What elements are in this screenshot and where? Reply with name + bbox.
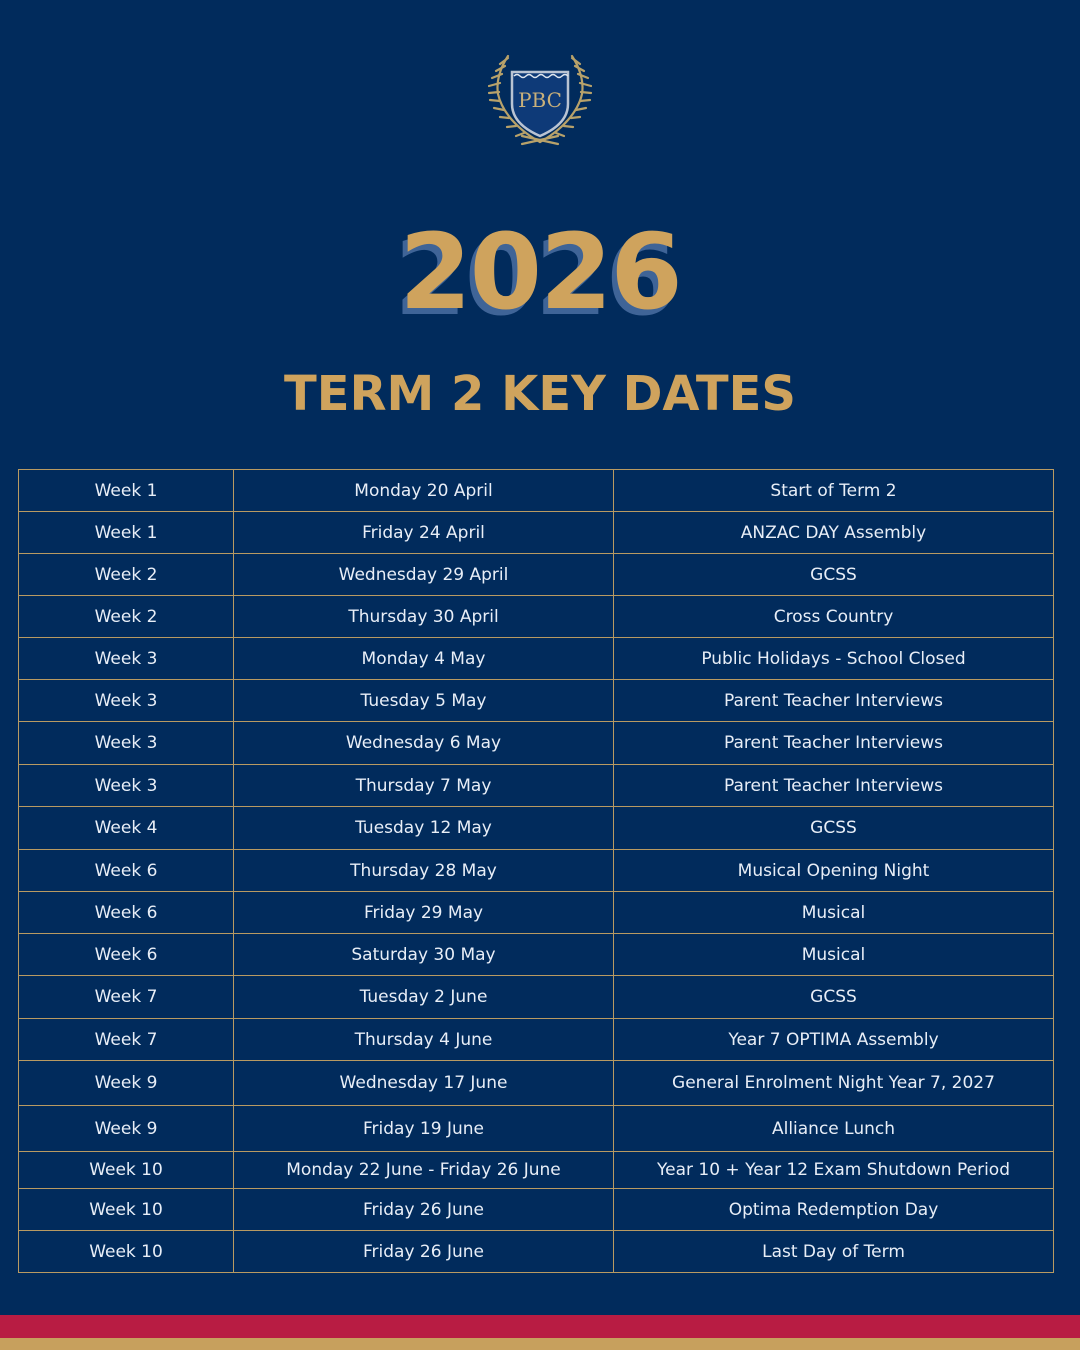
event-cell: Public Holidays - School Closed xyxy=(614,638,1054,680)
date-cell: Saturday 30 May xyxy=(234,934,614,976)
pbc-crest-laurel-icon xyxy=(488,52,592,148)
table-row xyxy=(19,1019,1054,1061)
date-cell: Monday 22 June - Friday 26 June xyxy=(234,1152,614,1189)
week-cell: Week 3 xyxy=(19,638,234,680)
week-cell: Week 2 xyxy=(19,554,234,596)
table-row xyxy=(19,680,1054,722)
week-cell: Week 9 xyxy=(19,1106,234,1152)
event-cell: Musical Opening Night xyxy=(614,850,1054,892)
week-cell: Week 3 xyxy=(19,680,234,722)
event-cell: Start of Term 2 xyxy=(614,470,1054,512)
date-cell: Wednesday 17 June xyxy=(234,1061,614,1106)
date-cell: Wednesday 29 April xyxy=(234,554,614,596)
week-cell: Week 7 xyxy=(19,1019,234,1061)
event-cell: Parent Teacher Interviews xyxy=(614,765,1054,807)
week-cell: Week 3 xyxy=(19,722,234,765)
year-heading: 2026 xyxy=(399,211,681,333)
event-cell: Parent Teacher Interviews xyxy=(614,722,1054,765)
date-cell: Friday 29 May xyxy=(234,892,614,934)
table-row xyxy=(19,512,1054,554)
event-cell: GCSS xyxy=(614,554,1054,596)
date-cell: Thursday 28 May xyxy=(234,850,614,892)
event-cell: Year 10 + Year 12 Exam Shutdown Period xyxy=(614,1152,1054,1189)
date-cell: Thursday 7 May xyxy=(234,765,614,807)
week-cell: Week 10 xyxy=(19,1189,234,1231)
table-row xyxy=(19,976,1054,1019)
page-title: TERM 2 KEY DATES xyxy=(284,366,796,422)
event-cell: Musical xyxy=(614,934,1054,976)
date-cell: Thursday 4 June xyxy=(234,1019,614,1061)
pbc-crest-logo xyxy=(488,52,592,148)
table-row xyxy=(19,765,1054,807)
table-row xyxy=(19,554,1054,596)
date-cell: Monday 4 May xyxy=(234,638,614,680)
event-cell: Last Day of Term xyxy=(614,1231,1054,1273)
table-row xyxy=(19,1189,1054,1231)
week-cell: Week 1 xyxy=(19,512,234,554)
table-row xyxy=(19,1231,1054,1273)
key-dates-table-body xyxy=(19,470,1054,1273)
date-cell: Friday 26 June xyxy=(234,1231,614,1273)
table-row xyxy=(19,892,1054,934)
table-row xyxy=(19,1061,1054,1106)
event-cell: Alliance Lunch xyxy=(614,1106,1054,1152)
week-cell: Week 3 xyxy=(19,765,234,807)
week-cell: Week 4 xyxy=(19,807,234,850)
date-cell: Thursday 30 April xyxy=(234,596,614,638)
event-cell: GCSS xyxy=(614,807,1054,850)
event-cell: Cross Country xyxy=(614,596,1054,638)
date-cell: Tuesday 2 June xyxy=(234,976,614,1019)
week-cell: Week 6 xyxy=(19,850,234,892)
date-cell: Friday 26 June xyxy=(234,1189,614,1231)
event-cell: Parent Teacher Interviews xyxy=(614,680,1054,722)
week-cell: Week 10 xyxy=(19,1231,234,1273)
week-cell: Week 6 xyxy=(19,892,234,934)
svg-text:PBC: PBC xyxy=(518,88,562,112)
week-cell: Week 1 xyxy=(19,470,234,512)
event-cell: Optima Redemption Day xyxy=(614,1189,1054,1231)
event-cell: ANZAC DAY Assembly xyxy=(614,512,1054,554)
week-cell: Week 2 xyxy=(19,596,234,638)
table-row xyxy=(19,638,1054,680)
table-row xyxy=(19,807,1054,850)
week-cell: Week 7 xyxy=(19,976,234,1019)
table-row xyxy=(19,850,1054,892)
table-row xyxy=(19,722,1054,765)
table-row xyxy=(19,596,1054,638)
event-cell: Musical xyxy=(614,892,1054,934)
footer-stripe-red xyxy=(0,1315,1080,1338)
week-cell: Week 9 xyxy=(19,1061,234,1106)
event-cell: GCSS xyxy=(614,976,1054,1019)
date-cell: Tuesday 12 May xyxy=(234,807,614,850)
key-dates-table xyxy=(18,469,1054,1273)
table-row xyxy=(19,934,1054,976)
event-cell: General Enrolment Night Year 7, 2027 xyxy=(614,1061,1054,1106)
week-cell: Week 10 xyxy=(19,1152,234,1189)
table-row xyxy=(19,1106,1054,1152)
date-cell: Friday 19 June xyxy=(234,1106,614,1152)
date-cell: Wednesday 6 May xyxy=(234,722,614,765)
week-cell: Week 6 xyxy=(19,934,234,976)
table-row xyxy=(19,1152,1054,1189)
event-cell: Year 7 OPTIMA Assembly xyxy=(614,1019,1054,1061)
date-cell: Tuesday 5 May xyxy=(234,680,614,722)
date-cell: Friday 24 April xyxy=(234,512,614,554)
footer-stripe-gold xyxy=(0,1338,1080,1350)
date-cell: Monday 20 April xyxy=(234,470,614,512)
table-row xyxy=(19,470,1054,512)
